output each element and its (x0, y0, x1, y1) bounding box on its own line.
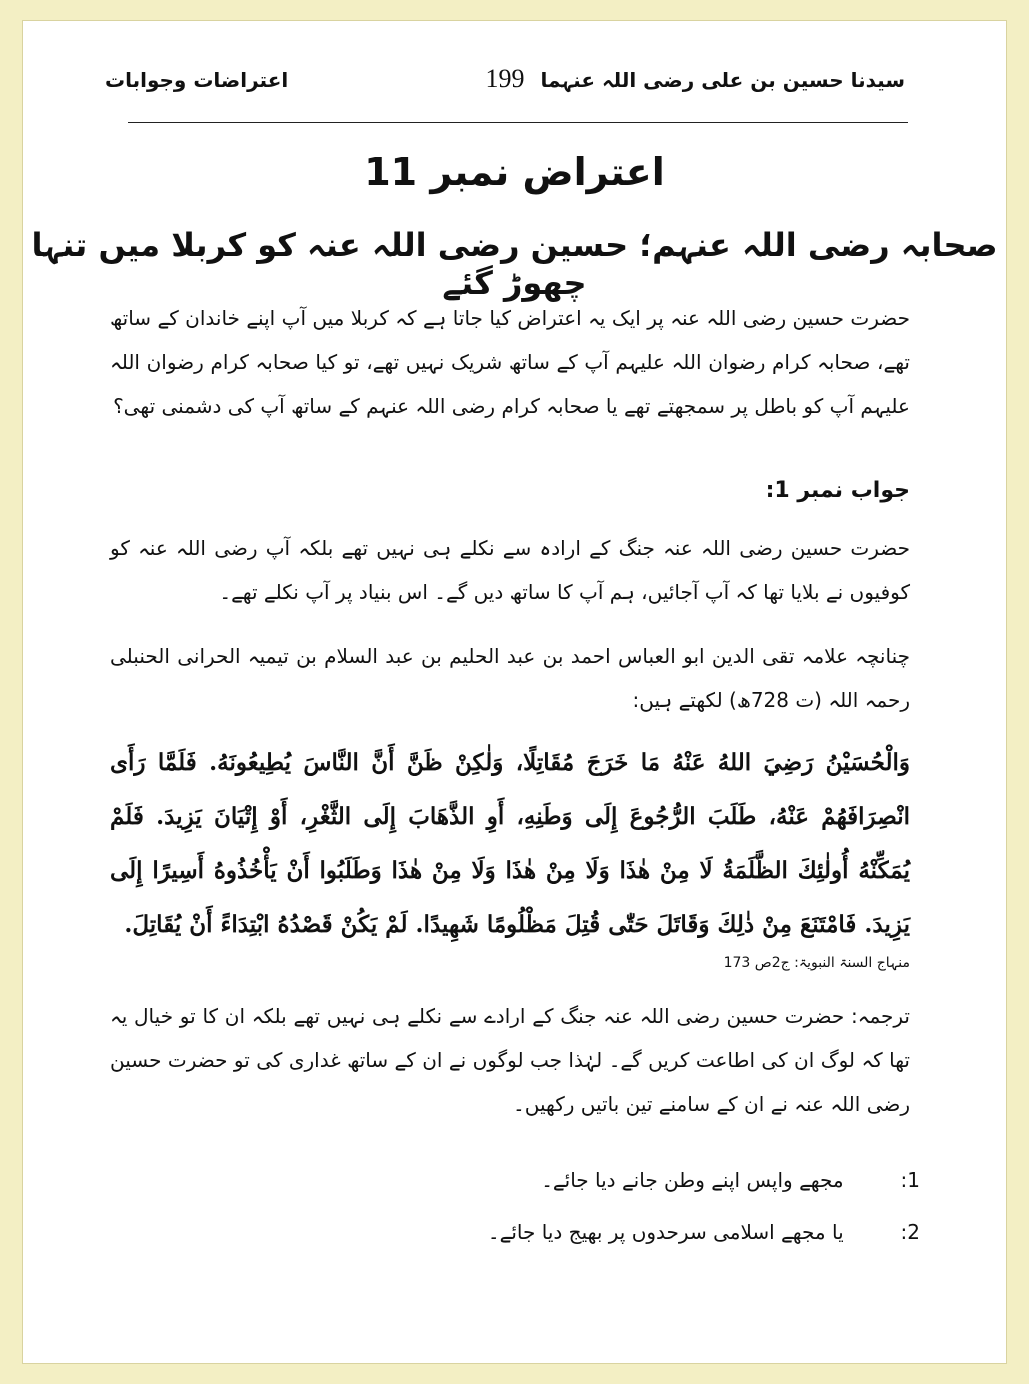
list-item (110, 1168, 920, 1192)
intro-paragraph: حضرت حسین رضی اللہ عنہ پر ایک یہ اعتراض کیا جاتا ہے کہ کربلا میں آپ اپنے خاندان کے ساتھ تھے، صحابہ کرام رضوان اللہ علیہم آپ کے ساتھ شریک نہیں تھے، تو کیا صحابہ کرام رضوان اللہ علیہم آپ کو باطل پر سمجھتے تھے یا صحابہ کرام رضی اللہ عنہم کے ساتھ آپ کی دشمنی تھی؟ (110, 306, 910, 418)
page-number: 199 (485, 64, 525, 93)
answer-paragraph: حضرت حسین رضی اللہ عنہ جنگ کے ارادہ سے نکلے ہی نہیں تھے بلکہ آپ رضی اللہ عنہ کو کوفیوں نے بلایا تھا کہ آپ آجائیں، ہم آپ کا ساتھ دیں گے۔ اس بنیاد پر آپ نکلے تھے۔ (110, 536, 910, 604)
section-title: اعتراضات وجوابات (105, 68, 289, 92)
objection-title: اعتراض نمبر 11 (364, 150, 665, 194)
citation-intro: چنانچہ علامہ تقی الدین ابو العباس احمد بن عبد الحلیم بن عبد السلام بن تیمیہ الحرانی الحنبلی رحمہ اللہ (ت 728ھ) لکھتے ہیں: (110, 644, 910, 712)
header-rule (128, 122, 908, 123)
translation-paragraph: ترجمہ: حضرت حسین رضی اللہ عنہ جنگ کے ارادے سے نکلے ہی نہیں تھے بلکہ ان کا تو خیال یہ تھا کہ لوگ ان کی اطاعت کریں گے۔ لہٰذا جب لوگوں نے ان کے ساتھ غداری کی تو حضرت حسین رضی اللہ عنہ نے ان کے سامنے تین باتیں رکھیں۔ (110, 1004, 910, 1116)
book-title: سیدنا حسین بن علی رضی اللہ عنہما (540, 68, 905, 92)
list-number: 1: (900, 1168, 920, 1192)
list-item (110, 1220, 920, 1244)
reference: منہاج السنۃ النبویۃ: ج2ص 173 (723, 955, 910, 971)
answer-heading: جواب نمبر 1: (765, 478, 910, 503)
list-number: 2: (900, 1220, 920, 1244)
arabic-quote: وَالْحُسَيْنُ رَضِيَ اللهُ عَنْهُ مَا خَرَجَ مُقَاتِلًا، وَلٰكِنْ ظَنَّ أَنَّ النَّاسَ يُطِيعُونَهُ. فَلَمَّا رَأَى انْصِرَافَهُمْ عَنْهُ، طَلَبَ الرُّجُوعَ إِلَى وَطَنِهِ، أَوِ الذَّهَابَ إِلَى الثَّغْرِ، أَوْ إِتْيَانَ يَزِيدَ. فَلَمْ يُمَكِّنْهُ أُولٰئِكَ الظَّلَمَةُ لَا مِنْ هٰذَا وَلَا مِنْ هٰذَا وَلَا مِنْ هٰذَا وَطَلَبُوا أَنْ يَأْخُذُوهُ أَسِيرًا إِلَى يَزِيدَ. فَامْتَنَعَ مِنْ ذٰلِكَ وَقَاتَلَ حَتّٰى قُتِلَ مَظْلُومًا شَهِيدًا. لَمْ يَكُنْ قَصْدُهُ ابْتِدَاءً أَنْ يُقَاتِلَ. (110, 749, 910, 938)
list-text: یا مجھے اسلامی سرحدوں پر بھیج دیا جائے۔ (487, 1220, 844, 1244)
list-text: مجھے واپس اپنے وطن جانے دیا جائے۔ (541, 1168, 844, 1192)
page-header (105, 62, 905, 106)
objection-subtitle: صحابہ رضی اللہ عنہم؛ حسین رضی اللہ عنہ کو کربلا میں تنہا چھوڑ گئے (31, 226, 998, 302)
